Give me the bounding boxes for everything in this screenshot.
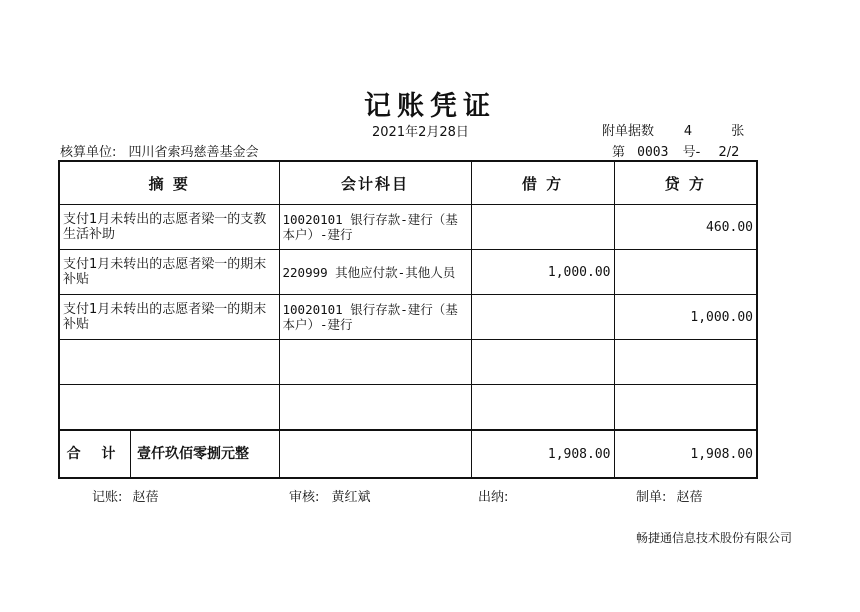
reviewer-name: 黄红斌 — [331, 490, 371, 505]
bookkeeper-signature — [92, 486, 159, 505]
row-account — [279, 340, 471, 385]
total-debit: 1,908.00 — [471, 430, 614, 478]
maker-name: 赵蓓 — [676, 490, 703, 505]
row-debit — [471, 340, 614, 385]
row-credit: 1,000.00 — [614, 295, 757, 340]
voucher-number-prefix: 第 — [612, 145, 626, 160]
voucher-date: 2021年2月28日 — [372, 125, 469, 140]
bookkeeper-name: 赵蓓 — [132, 490, 159, 505]
attachment-value: 4 — [683, 124, 693, 139]
row-summary — [59, 340, 279, 385]
bookkeeper-label: 记账: — [92, 490, 123, 505]
software-company: 畅捷通信息技术股份有限公司 — [635, 531, 792, 545]
row-credit — [614, 385, 757, 431]
voucher-table — [58, 160, 758, 479]
total-label: 合 计 — [60, 431, 131, 477]
maker-signature — [636, 486, 703, 505]
row-debit — [471, 385, 614, 431]
table-row — [59, 250, 757, 295]
unit-label: 核算单位: — [60, 145, 117, 160]
reviewer-label: 审核: — [289, 490, 320, 505]
reviewer-signature — [289, 486, 371, 505]
attachment-unit: 张 — [731, 124, 745, 139]
total-capital-amount: 壹仟玖佰零捌元整 — [137, 445, 249, 462]
table-row — [59, 205, 757, 250]
voucher-title: 记账凭证 — [364, 91, 496, 122]
row-credit — [614, 250, 757, 295]
total-credit: 1,908.00 — [614, 430, 757, 478]
row-debit — [471, 295, 614, 340]
header-debit: 借 方 — [471, 161, 614, 205]
table-header-row — [59, 161, 757, 205]
header-account: 会计科目 — [279, 161, 471, 205]
total-account-cell — [279, 430, 471, 478]
row-debit: 1,000.00 — [471, 250, 614, 295]
unit-name: 四川省索玛慈善基金会 — [128, 145, 259, 160]
table-row — [59, 385, 757, 431]
cashier-label: 出纳: — [478, 490, 509, 505]
table-row — [59, 340, 757, 385]
row-account: 220999 其他应付款-其他人员 — [279, 250, 471, 295]
row-summary — [59, 385, 279, 431]
table-row — [59, 295, 757, 340]
voucher-number-suffix: 号- — [682, 145, 701, 160]
row-credit — [614, 340, 757, 385]
attachment-label: 附单据数 — [602, 124, 655, 139]
row-summary: 支付1月未转出的志愿者梁一的期末补贴 — [59, 250, 279, 295]
row-summary: 支付1月未转出的志愿者梁一的期末补贴 — [59, 295, 279, 340]
voucher-page: 2/2 — [718, 145, 740, 160]
voucher-number-value: 0003 — [637, 145, 669, 160]
row-credit: 460.00 — [614, 205, 757, 250]
header-summary: 摘 要 — [59, 161, 279, 205]
total-summary-cell — [59, 430, 279, 478]
row-account — [279, 385, 471, 431]
row-account: 10020101 银行存款-建行（基本户）-建行 — [279, 205, 471, 250]
row-account: 10020101 银行存款-建行（基本户）-建行 — [279, 295, 471, 340]
voucher-number — [612, 141, 739, 160]
total-row — [59, 430, 757, 478]
accounting-unit — [60, 141, 259, 160]
attachment-count — [602, 120, 744, 139]
header-credit: 贷 方 — [614, 161, 757, 205]
row-debit — [471, 205, 614, 250]
cashier-signature — [478, 486, 516, 505]
maker-label: 制单: — [636, 490, 667, 505]
row-summary: 支付1月未转出的志愿者梁一的支教生活补助 — [59, 205, 279, 250]
